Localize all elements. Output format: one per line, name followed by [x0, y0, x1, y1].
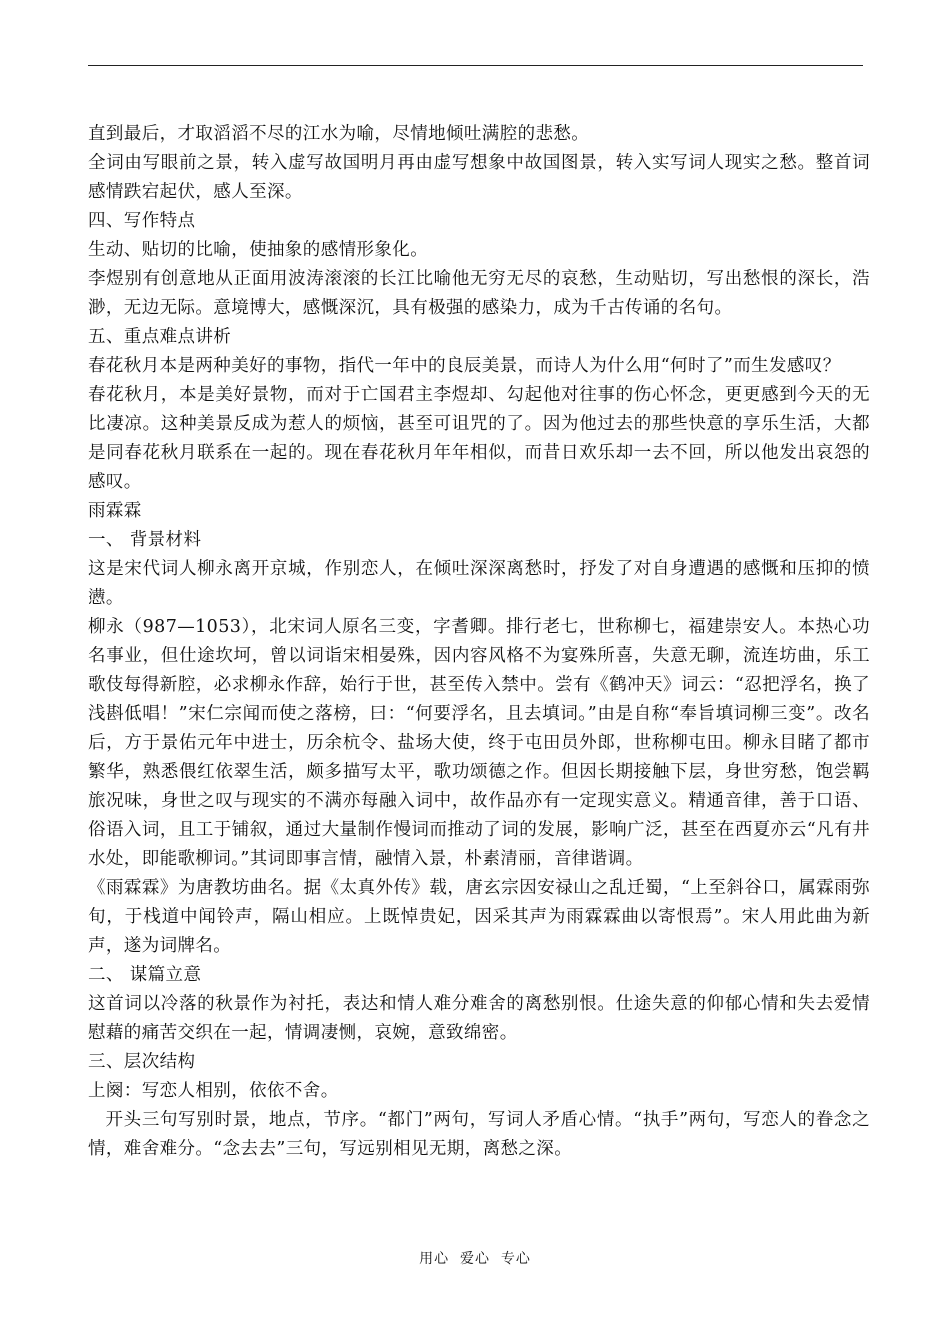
section-heading: 二、 谋篇立意: [88, 965, 202, 985]
section-heading: 一、 背景材料: [88, 530, 202, 550]
paragraph: 李煜别有创意地从正面用波涛滚滚的长江比喻他无穷无尽的哀愁，生动贴切，写出愁恨的深长，浩渺，无边无际。意境博大，感慨深沉，具有极强的感染力，成为千古传诵的名句。: [88, 269, 870, 318]
header-rule: [88, 65, 863, 66]
paragraph: 春花秋月本是两种美好的事物，指代一年中的良辰美景，而诗人为什么用“何时了”而生发感叹？: [88, 356, 841, 376]
section-heading: 三、层次结构: [88, 1052, 196, 1072]
paragraph: 直到最后，才取滔滔不尽的江水为喻，尽情地倾吐满腔的悲愁。: [88, 124, 590, 144]
poem-title: 雨霖霖: [88, 501, 142, 521]
page-footer: 用心 爱心 专心: [419, 1251, 531, 1267]
paragraph: 开头三句写别时景，地点，节序。“都门”两句，写词人矛盾心情。“执手”两句，写恋人的眷念之情，难舍难分。“念去去”三句，写远别相见无期，离愁之深。: [88, 1110, 870, 1159]
paragraph: 春花秋月，本是美好景物，而对于亡国君主李煜却、勾起他对往事的伤心怀念，更更感到今天的无比凄凉。这种美景反成为惹人的烦恼，甚至可诅咒的了。因为他过去的那些快意的享乐生活，大都是同春花秋月联系在一起的。现在春花秋月年年相似，而昔日欢乐却一去不回，所以他发出哀怨的感叹。: [88, 385, 870, 492]
paragraph: 上阕：写恋人相别，依依不舍。: [88, 1081, 339, 1101]
section-heading: 四、写作特点: [88, 211, 196, 231]
paragraph: 这首词以冷落的秋景作为衬托，表达和情人难分难舍的离愁别恨。仕途失意的仰郁心情和失去爱情慰藉的痛苦交织在一起，情调凄恻，哀婉，意致绵密。: [88, 994, 870, 1043]
paragraph: 全词由写眼前之景，转入虚写故国明月再由虚写想象中故国图景，转入实写词人现实之愁。整首词感情跌宕起伏，感人至深。: [88, 153, 870, 202]
paragraph: 生动、贴切的比喻，使抽象的感情形象化。: [88, 240, 429, 260]
paragraph: 这是宋代词人柳永离开京城，作别恋人，在倾吐深深离愁时，抒发了对自身遭遇的感慨和压抑的愤懑。: [88, 559, 870, 608]
document-body: [88, 120, 870, 1164]
section-heading: 五、重点难点讲析: [88, 327, 232, 347]
paragraph: 《雨霖霖》为唐教坊曲名。据《太真外传》载，唐玄宗因安禄山之乱迁蜀，“上至斜谷口，属霖雨弥旬，于栈道中闻铃声，隔山相应。上既悼贵妃，因采其声为雨霖霖曲以寄恨焉”。宋人用此曲为新声，遂为词牌名。: [88, 878, 870, 956]
paragraph: 柳永（987—1053），北宋词人原名三变，字耆卿。排行老七，世称柳七，福建崇安人。本热心功名事业，但仕途坎坷，曾以词诣宋相晏殊，因内容风格不为宴殊所喜，失意无聊，流连坊曲，乐工歌伎每得新腔，必求柳永作辞，始行于世，甚至传入禁中。尝有《鹤冲天》词云：“忍把浮名，换了浅斟低唱！”宋仁宗闻而使之落榜，曰：“何要浮名，且去填词。”由是自称“奉旨填词柳三变”。改名后，方于景佑元年中进士，历余杭令、盐场大使，终于屯田员外郎，世称柳屯田。柳永目睹了都市繁华，熟悉偎红依翠生活，颇多描写太平，歌功颂德之作。但因长期接触下层，身世穷愁，饱尝羁旅况味，身世之叹与现实的不满亦每融入词中，故作品亦有一定现实意义。精通音律，善于口语、俗语入词，且工于铺叙，通过大量制作慢词而推动了词的发展，影响广泛，甚至在西夏亦云“凡有井水处，即能歌柳词。”其词即事言情，融情入景，朴素清丽，音律谐调。: [88, 617, 870, 869]
